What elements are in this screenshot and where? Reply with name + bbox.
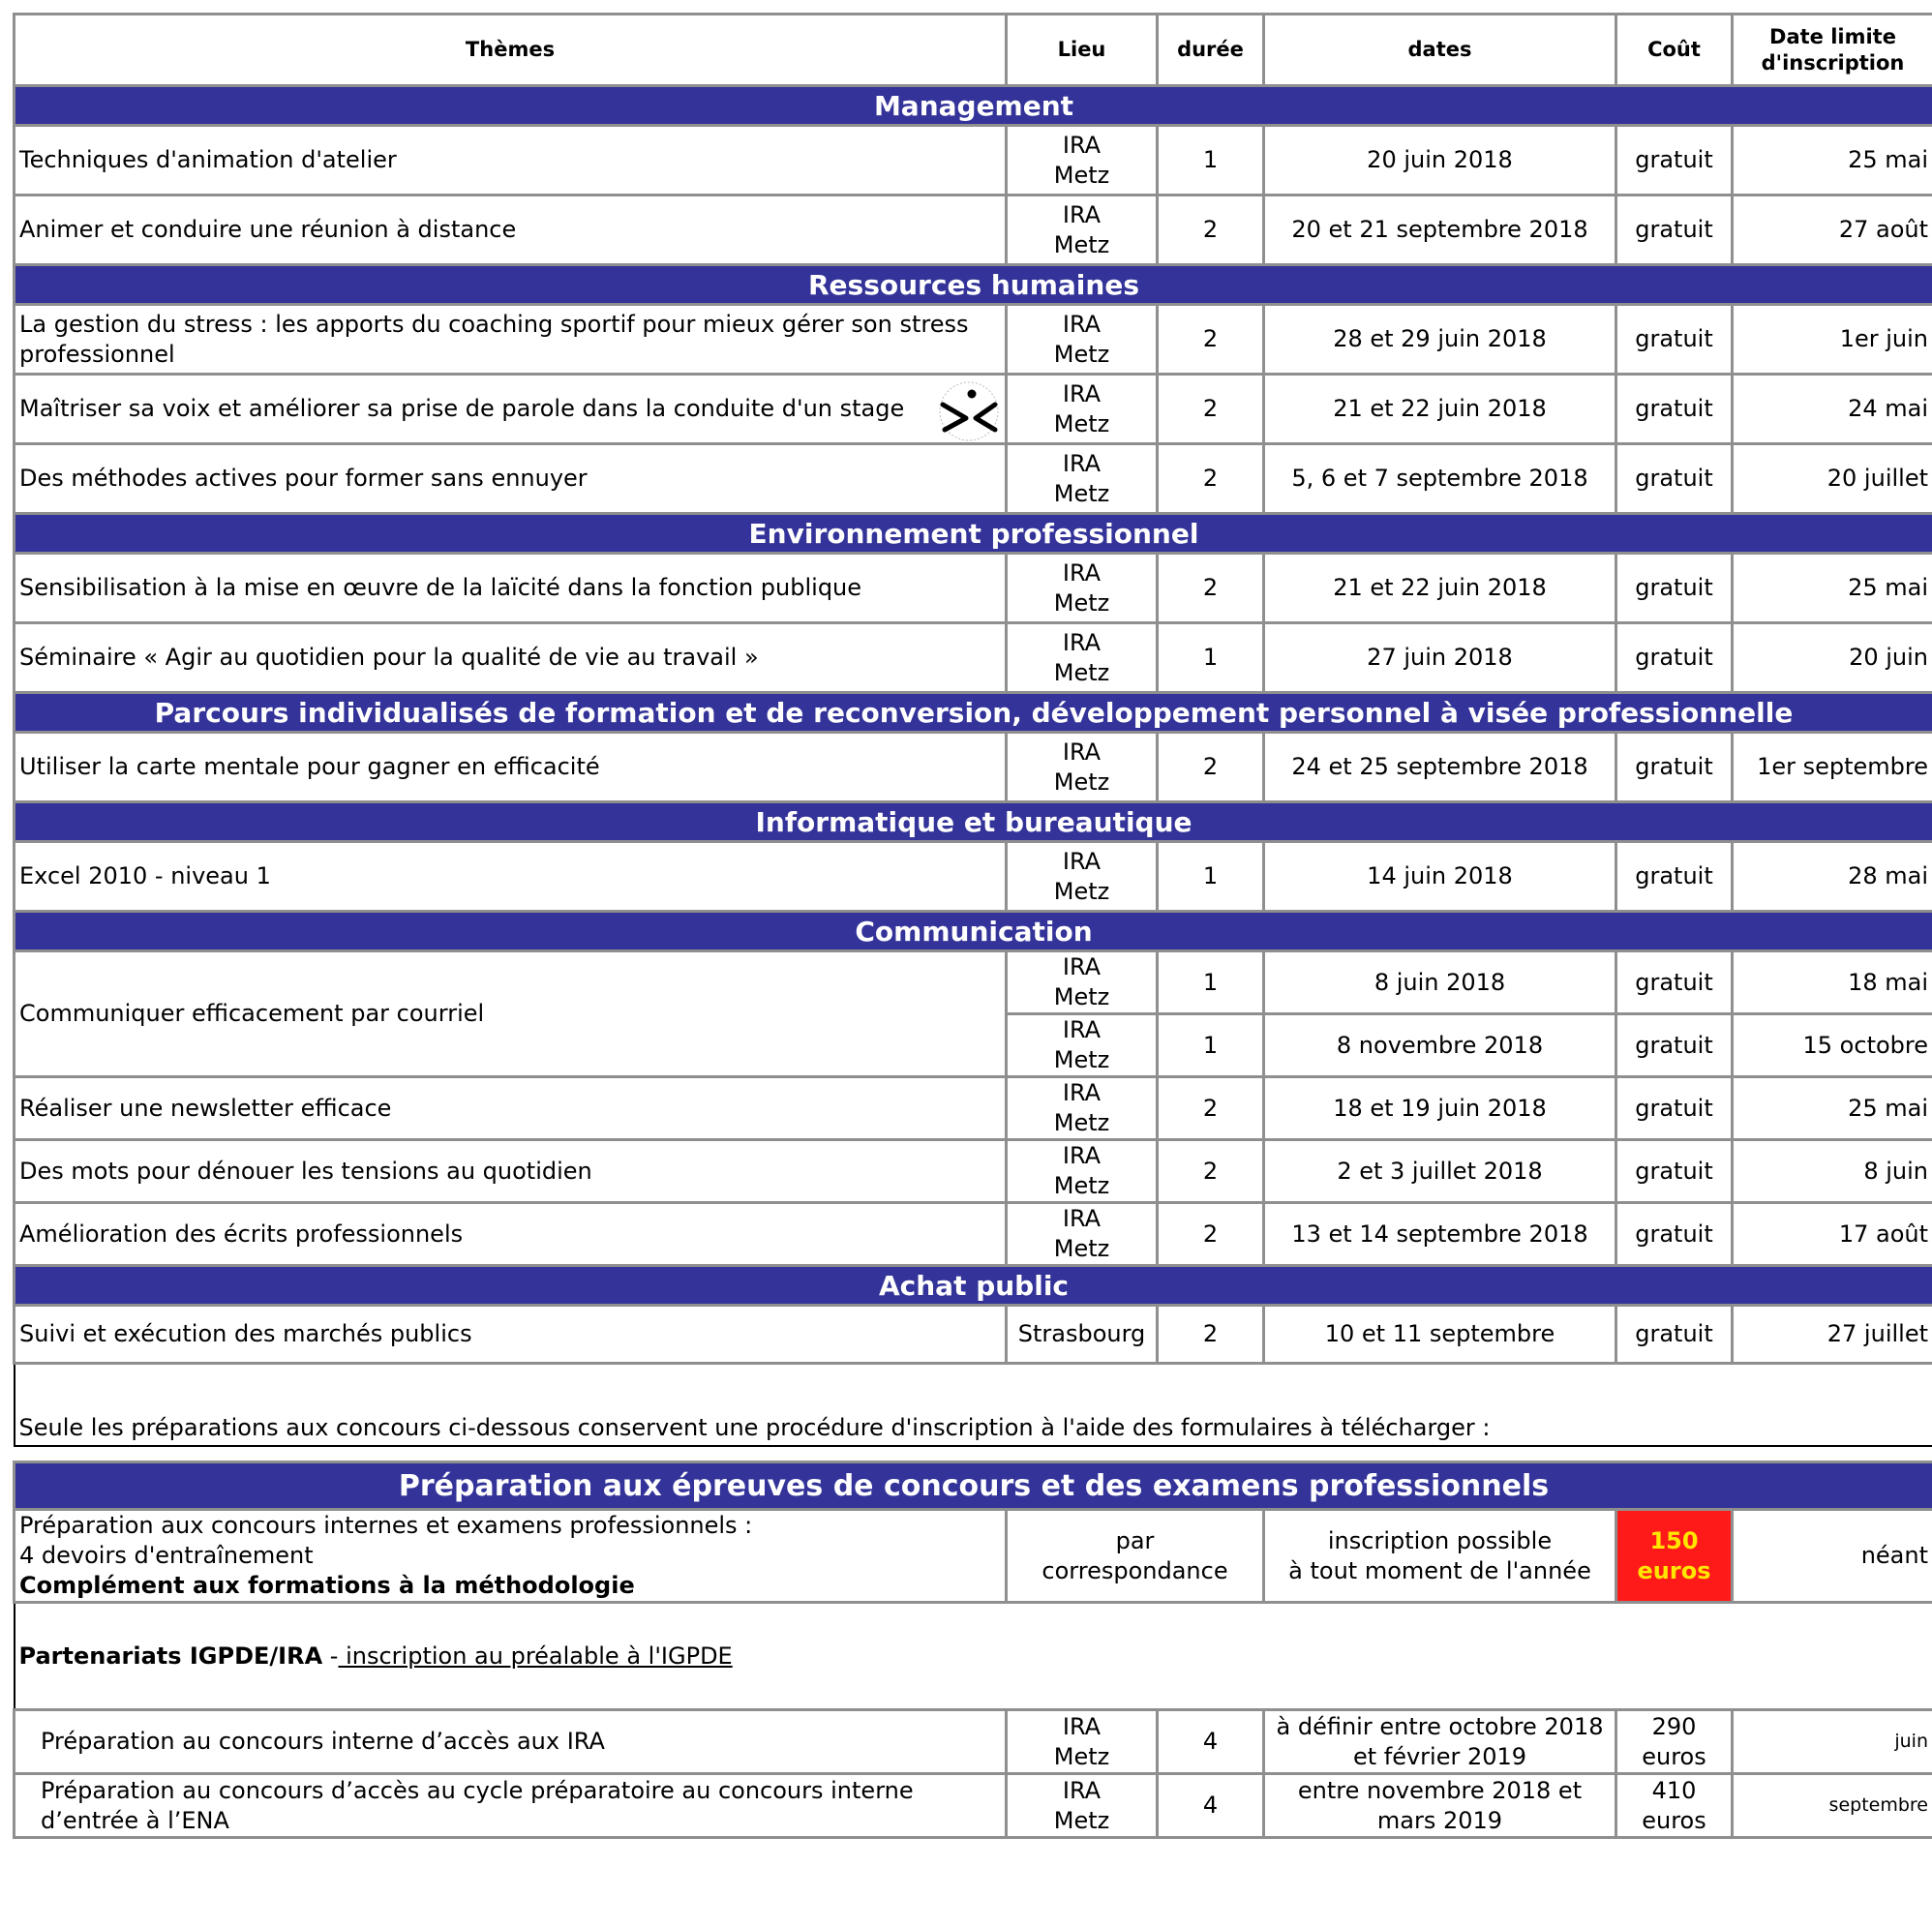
prep-dates: inscription possible à tout moment de l'année [1264, 1510, 1616, 1603]
table-row [15, 733, 1932, 802]
row-cout: gratuit [1616, 126, 1733, 196]
row-theme: Suivi et exécution des marchés publics [15, 1306, 1007, 1364]
row-duree: 4 [1158, 1774, 1264, 1838]
row-dates: 8 novembre 2018 [1264, 1014, 1616, 1077]
row-limite: 20 juillet [1733, 444, 1932, 514]
row-lieu: IRA Metz [1007, 733, 1158, 802]
row-duree: 1 [1158, 126, 1264, 196]
row-theme: Amélioration des écrits professionnels [15, 1203, 1007, 1266]
row-lieu: IRA Metz [1007, 1077, 1158, 1140]
table-row [15, 444, 1932, 514]
section-env [15, 514, 1932, 554]
table-row [15, 842, 1932, 912]
row-limite: juin [1733, 1710, 1932, 1774]
row-cout: gratuit [1616, 1014, 1733, 1077]
row-cout: 290 euros [1616, 1710, 1733, 1774]
row-dates: 14 juin 2018 [1264, 842, 1616, 912]
section-prep [15, 1462, 1932, 1510]
row-dates: 2 et 3 juillet 2018 [1264, 1140, 1616, 1203]
row-duree: 2 [1158, 444, 1264, 514]
section-title: Achat public [15, 1266, 1932, 1306]
row-theme: Sensibilisation à la mise en œuvre de la laïcité dans la fonction publique [15, 554, 1007, 623]
row-theme: Communiquer efficacement par courriel [15, 951, 1007, 1077]
partner-row [15, 1603, 1932, 1710]
row-limite: 27 août [1733, 196, 1932, 265]
prep-row [15, 1510, 1932, 1603]
section-title: Parcours individualisés de formation et de reconversion, développement personnel à visée professionnelle [15, 693, 1932, 733]
table-row [15, 375, 1932, 444]
row-limite: 8 juin [1733, 1140, 1932, 1203]
row-cout: gratuit [1616, 1306, 1733, 1364]
section-title: Ressources humaines [15, 265, 1932, 305]
row-lieu: IRA Metz [1007, 444, 1158, 514]
row-theme: Utiliser la carte mentale pour gagner en efficacité [15, 733, 1007, 802]
row-theme-cell [15, 375, 1007, 444]
row-theme: Excel 2010 - niveau 1 [15, 842, 1007, 912]
row-dates: 24 et 25 septembre 2018 [1264, 733, 1616, 802]
row-limite: 25 mai [1733, 554, 1932, 623]
section-title: Environnement professionnel [15, 514, 1932, 554]
table-row [15, 1306, 1932, 1364]
table-row [15, 1140, 1932, 1203]
row-limite: 24 mai [1733, 375, 1932, 444]
spacer [15, 1446, 1932, 1462]
prep-limite: néant [1733, 1510, 1932, 1603]
partner-title: Partenariats IGPDE/IRA [18, 1642, 323, 1670]
row-dates: 21 et 22 juin 2018 [1264, 554, 1616, 623]
row-theme: Préparation au concours interne d’accès aux IRA [15, 1710, 1007, 1774]
section-parcours [15, 693, 1932, 733]
row-dates: 8 juin 2018 [1264, 951, 1616, 1014]
prep-lieu: par correspondance [1007, 1510, 1264, 1603]
row-cout: gratuit [1616, 554, 1733, 623]
prep-price: 150 euros [1616, 1510, 1733, 1603]
header-dates: dates [1264, 15, 1616, 86]
row-limite: septembre [1733, 1774, 1932, 1838]
row-dates: 18 et 19 juin 2018 [1264, 1077, 1616, 1140]
header-duree: durée [1158, 15, 1264, 86]
table-row [15, 623, 1932, 693]
table-row [15, 196, 1932, 265]
row-dates: à définir entre octobre 2018 et février 2019 [1264, 1710, 1616, 1774]
section-title: Communication [15, 912, 1932, 951]
stage-logo-icon [937, 379, 1001, 443]
table-row [15, 1077, 1932, 1140]
header-lieu: Lieu [1007, 15, 1158, 86]
row-dates: 20 et 21 septembre 2018 [1264, 196, 1616, 265]
row-lieu: IRA Metz [1007, 554, 1158, 623]
section-title: Informatique et bureautique [15, 802, 1932, 842]
table-row [15, 305, 1932, 375]
row-theme: Maîtriser sa voix et améliorer sa prise de parole dans la conduite d'un stage [19, 395, 905, 422]
row-lieu: IRA Metz [1007, 1710, 1158, 1774]
row-theme: Des mots pour dénouer les tensions au quotidien [15, 1140, 1007, 1203]
spacer-row [15, 1446, 1932, 1462]
inscription-note: Seule les préparations aux concours ci-dessous conservent une procédure d'inscription à l'aide des formulaires à télécharger : [15, 1364, 1932, 1447]
row-lieu: IRA Metz [1007, 1014, 1158, 1077]
table-row [15, 951, 1932, 1014]
partner-link[interactable]: inscription au préalable à l'IGPDE [338, 1642, 733, 1670]
row-duree: 2 [1158, 375, 1264, 444]
row-lieu: IRA Metz [1007, 196, 1158, 265]
row-cout: gratuit [1616, 375, 1733, 444]
row-duree: 1 [1158, 951, 1264, 1014]
section-achat [15, 1266, 1932, 1306]
row-dates: entre novembre 2018 et mars 2019 [1264, 1774, 1616, 1838]
partner-heading: Partenariats IGPDE/IRA - inscription au préalable à l'IGPDE [15, 1603, 1932, 1710]
section-info [15, 802, 1932, 842]
header-themes: Thèmes [15, 15, 1007, 86]
row-cout: gratuit [1616, 1077, 1733, 1140]
row-theme: La gestion du stress : les apports du coaching sportif pour mieux gérer son stress professionnel [15, 305, 1007, 375]
row-limite: 1er juin [1733, 305, 1932, 375]
row-theme: Séminaire « Agir au quotidien pour la qualité de vie au travail » [15, 623, 1007, 693]
row-cout: gratuit [1616, 623, 1733, 693]
row-limite: 17 août [1733, 1203, 1932, 1266]
row-duree: 2 [1158, 196, 1264, 265]
row-limite: 15 octobre [1733, 1014, 1932, 1077]
row-lieu: IRA Metz [1007, 1774, 1158, 1838]
row-lieu: IRA Metz [1007, 305, 1158, 375]
row-theme: Préparation au concours d’accès au cycle préparatoire au concours interne d’entrée à l’ENA [15, 1774, 1007, 1838]
row-dates: 13 et 14 septembre 2018 [1264, 1203, 1616, 1266]
row-duree: 2 [1158, 554, 1264, 623]
table-row [15, 1710, 1932, 1774]
section-rh [15, 265, 1932, 305]
row-cout: gratuit [1616, 1140, 1733, 1203]
row-limite: 25 mai [1733, 126, 1932, 196]
row-duree: 2 [1158, 1140, 1264, 1203]
row-theme: Techniques d'animation d'atelier [15, 126, 1007, 196]
row-lieu: IRA Metz [1007, 842, 1158, 912]
row-limite: 25 mai [1733, 1077, 1932, 1140]
row-duree: 1 [1158, 842, 1264, 912]
section-title: Préparation aux épreuves de concours et des examens professionnels [15, 1462, 1932, 1510]
row-cout: gratuit [1616, 1203, 1733, 1266]
row-cout: gratuit [1616, 733, 1733, 802]
row-lieu: IRA Metz [1007, 1140, 1158, 1203]
row-limite: 20 juin [1733, 623, 1932, 693]
prep-theme: Préparation aux concours internes et examens professionnels : 4 devoirs d'entraînement Complément aux formations à la méthodologie [15, 1510, 1007, 1603]
row-limite: 27 juillet [1733, 1306, 1932, 1364]
table-row [15, 126, 1932, 196]
row-cout: gratuit [1616, 951, 1733, 1014]
row-limite: 1er septembre [1733, 733, 1932, 802]
note-row [15, 1364, 1932, 1447]
header-date-limite: Date limite d'inscription [1733, 15, 1932, 86]
row-limite: 28 mai [1733, 842, 1932, 912]
row-duree: 4 [1158, 1710, 1264, 1774]
row-duree: 2 [1158, 1077, 1264, 1140]
row-lieu: Strasbourg [1007, 1306, 1158, 1364]
row-dates: 5, 6 et 7 septembre 2018 [1264, 444, 1616, 514]
row-duree: 2 [1158, 1306, 1264, 1364]
row-theme: Réaliser une newsletter efficace [15, 1077, 1007, 1140]
row-cout: gratuit [1616, 196, 1733, 265]
row-cout: gratuit [1616, 305, 1733, 375]
row-dates: 27 juin 2018 [1264, 623, 1616, 693]
row-theme: Animer et conduire une réunion à distance [15, 196, 1007, 265]
row-cout: 410 euros [1616, 1774, 1733, 1838]
section-title: Management [15, 86, 1932, 126]
row-duree: 2 [1158, 1203, 1264, 1266]
training-catalog-sheet [13, 13, 1932, 1839]
table-row [15, 1203, 1932, 1266]
row-lieu: IRA Metz [1007, 375, 1158, 444]
row-dates: 10 et 11 septembre [1264, 1306, 1616, 1364]
row-limite: 18 mai [1733, 951, 1932, 1014]
section-comm [15, 912, 1932, 951]
row-dates: 20 juin 2018 [1264, 126, 1616, 196]
row-duree: 1 [1158, 1014, 1264, 1077]
row-dates: 28 et 29 juin 2018 [1264, 305, 1616, 375]
row-theme: Des méthodes actives pour former sans ennuyer [15, 444, 1007, 514]
header-cout: Coût [1616, 15, 1733, 86]
training-table [13, 13, 1932, 1839]
row-duree: 2 [1158, 305, 1264, 375]
section-management [15, 86, 1932, 126]
table-row [15, 554, 1932, 623]
row-lieu: IRA Metz [1007, 623, 1158, 693]
table-row [15, 1774, 1932, 1838]
row-lieu: IRA Metz [1007, 126, 1158, 196]
row-cout: gratuit [1616, 842, 1733, 912]
row-duree: 2 [1158, 733, 1264, 802]
row-lieu: IRA Metz [1007, 951, 1158, 1014]
header-row [15, 15, 1932, 86]
row-dates: 21 et 22 juin 2018 [1264, 375, 1616, 444]
row-duree: 1 [1158, 623, 1264, 693]
row-lieu: IRA Metz [1007, 1203, 1158, 1266]
row-cout: gratuit [1616, 444, 1733, 514]
